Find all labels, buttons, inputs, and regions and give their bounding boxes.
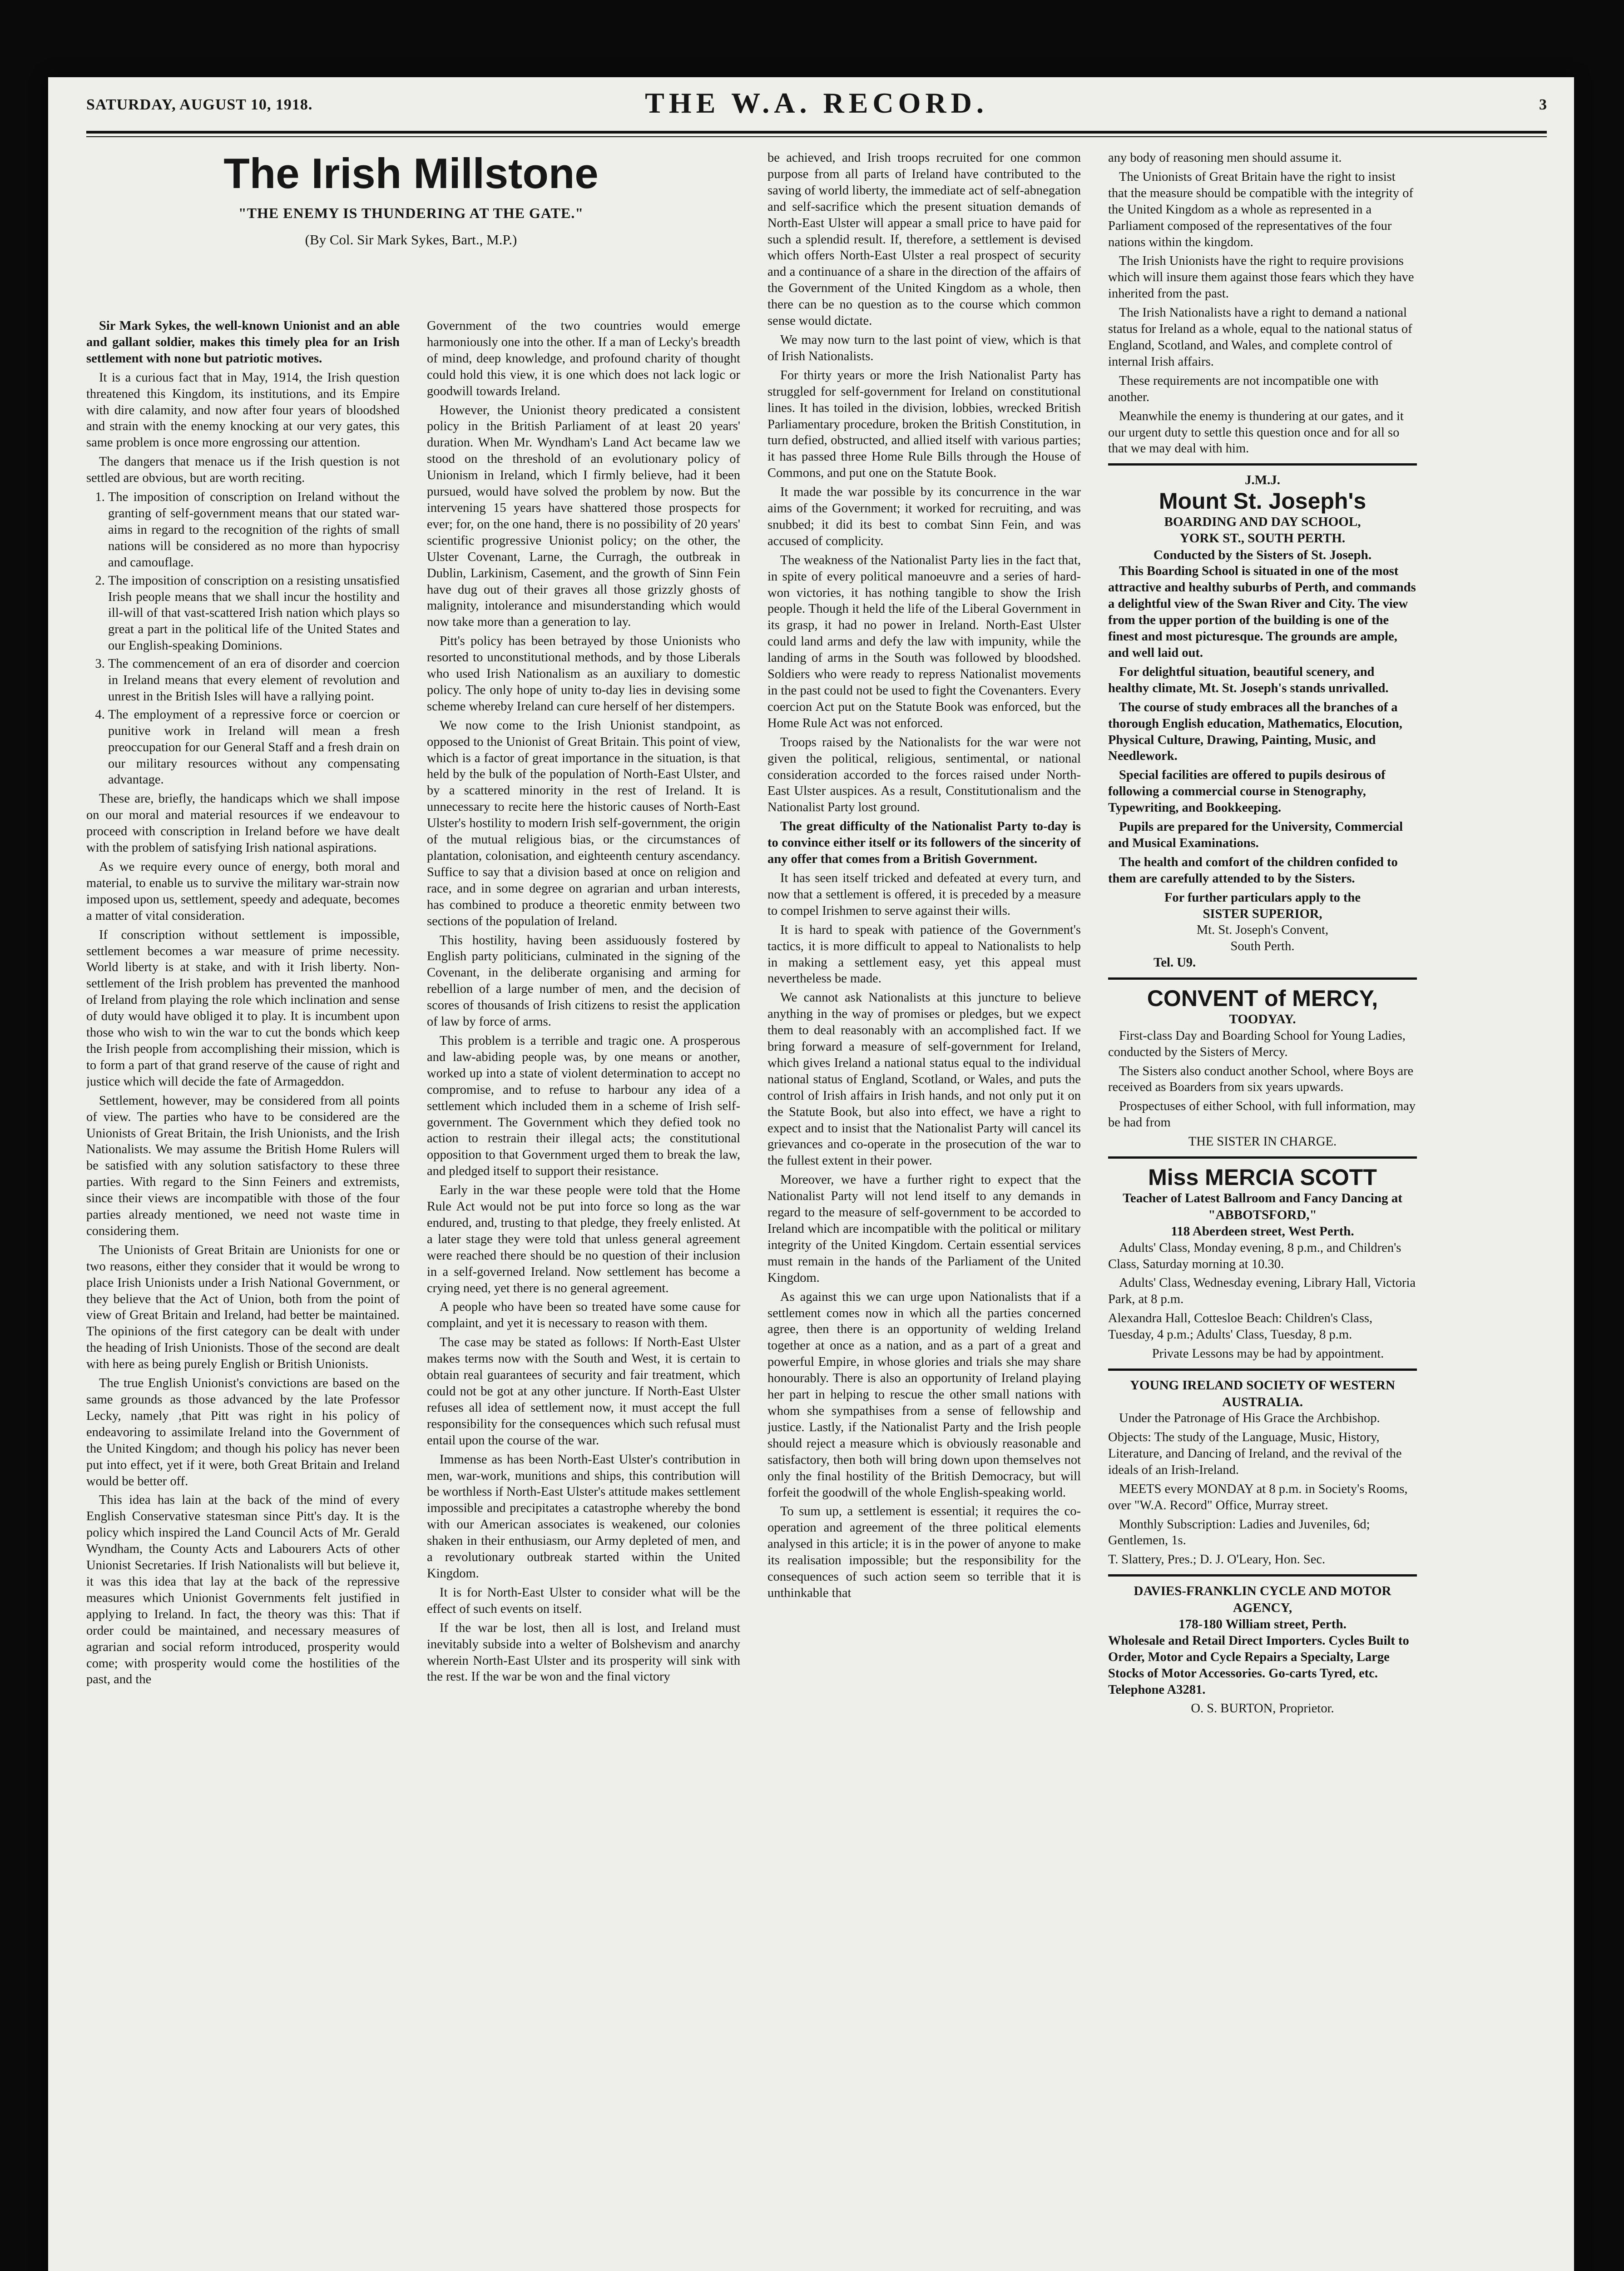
newspaper-title: THE W.A. RECORD. [645,87,988,119]
article-byline: (By Col. Sir Mark Sykes, Bart., M.P.) [305,232,517,248]
paragraph: It is hard to speak with patience of the Government's tactics, it is more difficult to appeal to Nationalists to help in making a settlement easy, yet this appeal must nevertheless be made. [767,922,1081,986]
ad-telephone: Tel. U9. [1154,956,1196,970]
ad-paragraph: T. Slattery, Pres.; D. J. O'Leary, Hon. Sec. [1108,1552,1326,1567]
article-headline: The Irish Millstone [223,149,599,197]
article-column-4 [1108,150,1417,2212]
paragraph: For thirty years or more the Irish Nationalist Party has struggled for self-government for Ireland on constitutional lines. It has toiled in the division, lobbies, wrecked British Parliamentary procedure, broken the British Constitution, in turn defied, obstructed, and allied itself with various parties; it has passed three Home Rule Bills through the House of Commons, and put one on the Statute Book. [767,368,1081,481]
paragraph: As against this we can urge upon Nationalists that if a settlement comes now in which all the parties concerned agree, then there is an opportunity of welding Ireland together at once as a nation, and as a part of a great and powerful Empire, in whose glories and trials she may share honourably. There is also an opportunity of Ireland playing her part in helping to rescue the other small nations with whom she sympathises from a sense of fellowship and justice. Lastly, if the Nationalist Party and the Irish people should reject a measure which is obviously reasonable and satisfactory, then both will bring down upon themselves not only the final hostility of the British Democracy, but will forfeit the goodwill of the whole English-speaking world. [767,1289,1081,1500]
ad-paragraph: Adults' Class, Wednesday evening, Library Hall, Victoria Park, at 8 p.m. [1108,1276,1416,1307]
article-headline-block [86,150,736,248]
paragraph: This problem is a terrible and tragic one. A prosperous and law-abiding people was, by one means or another, worked up into a state of violent determination to accept no compromise, and to refuse to harbour any idea of a settlement which included them in a scheme of Irish self-government. The Government which they defied took no action to restrain their illegal acts; the constitutional opposition to that Government urged them to break the law, and pledged itself to support their resistance. [427,1033,740,1179]
ad-divider [1108,977,1417,980]
ad-mount-st-joseph [1108,472,1417,971]
paragraph: Pitt's policy has been betrayed by those Unionists who resorted to unconstitutional methods, and by those Liberals who used Irish Nationalism as an auxiliary to domestic policy. The only hope of unity to-day lies in devising some scheme whereby Ireland can cure herself of her distempers. [427,634,740,714]
paragraph: It is a curious fact that in May, 1914, the Irish question threatened this Kingdom, its institutions, and its Empire with dire calamity, and now after four years of bloodshed and strain with the enemy knocking at our very gates, this same problem is once more engrossing our attention. [86,370,400,450]
paragraph: The Unionists of Great Britain have the right to insist that the measure should be compatible with the integrity of the United Kingdom as a whole as represented in a Parliament composed of the representatives of the four nations within the kingdom. [1108,169,1413,249]
article-column-1 [86,318,400,2212]
ad-davies-franklin [1108,1583,1417,1717]
ad-paragraph: Pupils are prepared for the University, Commercial and Musical Examinations. [1108,820,1403,850]
ad-contact: THE SISTER IN CHARGE. [1188,1135,1337,1149]
paragraph: The Irish Nationalists have a right to demand a national status for Ireland as a whole, equal to the national status of England, Scotland, and Wales, and complete control of internal Irish affairs. [1108,306,1412,369]
masthead-rule [86,131,1547,134]
ad-title: Miss MERCIA SCOTT [1148,1165,1377,1190]
ad-divider [1108,1156,1417,1159]
paragraph: The true English Unionist's convictions are based on the same grounds as those advanced by the late Professor Lecky, namely ,that Pitt was right in his policy of endeavoring to assimilate Ireland into the Government of the United Kingdom; and though his policy has never been put into effect, yet if it were, both Great Britain and Ireland would be better off. [86,1376,400,1488]
paragraph: Meanwhile the enemy is thundering at our gates, and it our urgent duty to settle this question once and for all so that we may deal with him. [1108,409,1404,456]
paragraph: We may now turn to the last point of view, which is that of Irish Nationalists. [767,332,1081,363]
paragraph: It has seen itself tricked and defeated at every turn, and now that a settlement is offered, it is preceded by a measure to compel Irishmen to serve against their wills. [767,871,1081,918]
ad-subtitle: YORK ST., SOUTH PERTH. [1179,531,1346,546]
ad-paragraph: Private Lessons may be had by appointment. [1152,1347,1384,1361]
paragraph: The weakness of the Nationalist Party lies in the fact that, in spite of every political manoeuvre and a series of hard-won victories, it has nothing tangible to show the Irish people. Though it held the life of the Liberal Government in its grasp, it had no power in Ireland. North-East Ulster could land arms and defy the law with impunity, while the landing of arms in the South was followed by bloodshed. Soldiers who were ready to repress Nationalist movements in the past could not be used to fight the Covenanters. Every coercion Act put on the Statute Book was enforced, but the Home Rule Act was not enforced. [767,553,1081,730]
ad-paragraph: The health and comfort of the children confided to them are carefully attended to by the Sisters. [1108,855,1398,886]
list-item: 3. The commencement of an era of disorder and coercion in Ireland means that every element of revolution and unrest in the British Isles will have a rallying point. [108,656,400,705]
paragraph: Immense as has been North-East Ulster's contribution in men, war-work, munitions and ships, this contribution will be worthless if North-East Ulster's attitude makes settlement impossible and precipitates a catastrophe whereby the bond with our American associates is weakened, our colonies shaken in their enthusiasm, our Army depleted of men, and a revolutionary outbreak started within the United Kingdom. [427,1452,740,1581]
ad-paragraph: Under the Patronage of His Grace the Archbishop. [1119,1411,1380,1426]
ad-paragraph: Prospectuses of either School, with full information, may be had from [1108,1099,1416,1130]
ad-divider [1108,463,1417,466]
paragraph: It is for North-East Ulster to consider what will be the effect of such events on itself. [427,1585,740,1616]
paragraph: The Irish Unionists have the right to require provisions which will insure them against those fears which they have inherited from the past. [1108,254,1414,301]
paragraph: be achieved, and Irish troops recruited for one common purpose from all parts of Ireland have contributed to the saving of world liberty, the immediate act of self-abnegation and self-sacrifice which the present situation demands of North-East Ulster will appear a small price to have paid for such a splendid result. If, therefore, a settlement is devised which offers North-East Ulster a real prospect of security and a continuance of a share in the direction of the affairs of the Government of the United Kingdom as a whole, then there can be no question as to the course which common sense would dictate. [767,151,1081,328]
dangers-list [86,489,400,788]
ad-paragraph: Special facilities are offered to pupils desirous of following a commercial course in Stenography, Typewriting, and Bookkeeping. [1108,768,1386,815]
ad-contact: SISTER SUPERIOR, [1203,907,1322,921]
paragraph: Moreover, we have a further right to expect that the Nationalist Party will not lend itself to any demands in regard to the measure of self-government to be accorded to Ireland which are incompatible with the political or military integrity of the United Kingdom. Certain essential services must remain in the hands of the Parliament of the United Kingdom. [767,1173,1081,1285]
ad-paragraph: The Sisters also conduct another School, where Boys are received as Boarders from six years upwards. [1108,1064,1414,1095]
ad-paragraph: Wholesale and Retail Direct Importers. Cycles Built to Order, Motor and Cycle Repairs a Specialty, Large Stocks of Motor Accessories. Go-carts Tyred, etc. Telephone A3281. [1108,1633,1409,1697]
ad-address: 118 Aberdeen street, West Perth. [1171,1224,1354,1239]
ad-address: South Perth. [1230,939,1295,954]
paragraph: Early in the war these people were told that the Home Rule Act would not be put into force so long as the war endured, and, trusting to that pledge, they freely enlisted. At a later stage they were told that unless general agreement were reached there should be no question of their inclusion in a self-governed Ireland. Now settlement has become a crying need, yet there is no general agreement. [427,1183,740,1295]
paragraph: To sum up, a settlement is essential; it requires the co-operation and agreement of the three political elements analysed in this article; it is in the power of anyone to make its realisation impossible; but the responsibility for the consequences of such action seem so terrible that it is unthinkable that [767,1504,1081,1600]
article-column-3 [767,150,1081,2212]
ad-paragraph: Objects: The study of the Language, Music, History, Literature, and Dancing of Ireland, and the revival of the ideals of an Irish-Ireland. [1108,1430,1402,1477]
ad-paragraph: Monthly Subscription: Ladies and Juveniles, 6d; Gentlemen, 1s. [1108,1517,1370,1548]
paragraph: The Unionists of Great Britain are Unionists for one or two reasons, either they consider that it would be wrong to place Irish Unionists under a Irish National Government, or they believe that the Act of Union, both from the point of view of Great Britain and Ireland, had better be maintained. The opinions of the first category can be dealt with under the heading of Irish Unionists. Those of the second are dealt with here as being purely English or British Unionists. [86,1243,400,1372]
paragraph: It made the war possible by its concurrence in the war aims of the Government; it worked for recruiting, and was snubbed; it did its best to combat Sinn Fein, and was accused of complicity. [767,485,1081,548]
paragraph: These requirements are not incompatible one with another. [1108,373,1379,404]
paragraph: any body of reasoning men should assume it. [1108,151,1342,165]
ad-title: DAVIES-FRANKLIN CYCLE AND MOTOR AGENCY, [1134,1584,1391,1615]
paragraph: Government of the two countries would emerge harmoniously one into the other. If a man of Lecky's breadth of mind, deep knowledge, and profound charity of thought could hold this view, it is one which does not lack logic or goodwill towards Ireland. [427,319,740,398]
paragraph: The dangers that menace us if the Irish question is not settled are obvious, but are worth reciting. [86,455,400,486]
ad-mark: J.M.J. [1244,473,1281,488]
ad-divider [1108,1369,1417,1371]
article-subhead: "THE ENEMY IS THUNDERING AT THE GATE." [238,205,584,222]
ad-subtitle: TOODYAY. [1229,1012,1296,1027]
paragraph: A people who have been so treated have some cause for complaint, and yet it is necessary to reason with them. [427,1300,740,1331]
ad-mercia-scott [1108,1165,1417,1362]
ad-venue: "ABBOTSFORD," [1208,1207,1317,1222]
ad-paragraph: This Boarding School is situated in one of the most attractive and healthy suburbs of Perth, and commands a delightful view of the Swan River and City. The view from the upper portion of the building is one of the finest and most picturesque. The grounds are ample, and well laid out. [1108,564,1416,660]
paragraph: As we require every ounce of energy, both moral and material, to enable us to survive the military war-strain now imposed upon us, settlement, speedy and adequate, becomes a matter of vital consideration. [86,860,400,923]
list-item: 2. The imposition of conscription on a resisting unsatisfied Irish people means that we shall incur the hostility and ill-will of that vast-scattered Irish nation which plays so great a part in the political life of the United States and our English-speaking Dominions. [108,573,400,655]
ad-paragraph: Alexandra Hall, Cottesloe Beach: Children's Class, Tuesday, 4 p.m.; Adults' Class, Tuesday, 8 p.m. [1108,1311,1373,1342]
ad-subtitle: BOARDING AND DAY SCHOOL, [1164,514,1361,529]
ad-title: YOUNG IRELAND SOCIETY OF WESTERN AUSTRALIA. [1130,1378,1395,1409]
ad-divider [1108,1574,1417,1577]
ad-paragraph: First-class Day and Boarding School for Young Ladies, conducted by the Sisters of Mercy. [1108,1028,1406,1059]
ad-subtitle: Conducted by the Sisters of St. Joseph. [1153,547,1372,562]
ad-address: Mt. St. Joseph's Convent, [1196,923,1329,937]
masthead [86,86,1547,127]
list-item: 4. The employment of a repressive force or coercion or punitive work in Ireland will mean a fresh preoccupation for our General Staff and a fresh drain on our military resources without any compensating advantage. [108,707,400,788]
issue-date: SATURDAY, AUGUST 10, 1918. [86,96,313,113]
paragraph: However, the Unionist theory predicated a consistent policy in the British Parliament of at least 20 years' duration. When Mr. Wyndham's Land Act became law we stood on the threshold of an evolutionary policy of Unionism in Ireland, which I firmly believe, had it been pursued, would have solved the problem by now. But the intervening 15 years have shattered those prospects for ever; for, on the one hand, there is no possibility of 20 years' scientific progressive Unionist policy; on the other, the Ulster Covenant, Larne, the Curragh, the outbreak in Dublin, Larkinism, Casement, and the growth of Sinn Fein have dug out of their graves all those grizzly ghosts of malignity, intolerance and misunderstanding which would now take more than a generation to lay. [427,403,740,630]
article-column-2 [427,318,740,2212]
paragraph: If conscription without settlement is impossible, settlement becomes a war measure of prime necessity. World liberty is at stake, and with it Irish liberty. Non-settlement of the Irish problem has prevented the manhood of Ireland from playing the role which inclination and sense of duty would have obliged it to play. It is incumbent upon those who wish to win the war to cut the bonds which keep the Irish people from accomplishing their mission, which is to form a part of that grand reserve of the cause of right and justice which will decide the fate of Armageddon. [86,927,400,1089]
ad-paragraph: MEETS every MONDAY at 8 p.m. in Society's Rooms, over "W.A. Record" Office, Murray street. [1108,1482,1408,1512]
ad-convent-of-mercy [1108,986,1417,1150]
ad-young-ireland-society [1108,1377,1417,1568]
paragraph: Settlement, however, may be considered from all points of view. The parties who have to be considered are the Unionists of Great Britain, the Irish Unionists, and the Irish Nationalists. We may assume the British Home Rulers will be satisfied with any solution satisfactory to these three parties. With regard to the Sinn Feiners and extremists, since their views are incompatible with those of the four parties already mentioned, we need not waste time in considering them. [86,1093,400,1238]
ad-title: CONVENT of MERCY, [1147,986,1378,1012]
ad-proprietor: O. S. BURTON, Proprietor. [1191,1701,1334,1716]
paragraph: Troops raised by the Nationalists for the war were not given the political, religious, sentimental, or national consideration accorded to the forces raised under North-East Ulster auspices. As a result, Constitutionalism and the Nationalist Party lost ground. [767,735,1081,815]
ad-apply: For further particulars apply to the [1164,890,1361,905]
ad-title: Mount St. Joseph's [1159,488,1367,514]
ad-paragraph: The course of study embraces all the branches of a thorough English education, Mathematics, Elocution, Physical Culture, Drawing, Painting, Music, and Needlework. [1108,700,1402,764]
ad-subtitle: Teacher of Latest Ballroom and Fancy Dancing at [1123,1191,1402,1206]
ad-paragraph: Adults' Class, Monday evening, 8 p.m., and Children's Class, Saturday morning at 10.30. [1108,1240,1401,1271]
masthead-rule-thin [86,136,1547,137]
list-item: 1. The imposition of conscription on Ireland without the granting of self-government means that our stated war-aims in regard to the recognition of the rights of small nations will be considered as no more than hypocrisy and camouflage. [108,489,400,571]
article-lead: Sir Mark Sykes, the well-known Unionist and an able and gallant soldier, makes this timely plea for an Irish settlement with none but patriotic motives. [86,319,400,366]
paragraph-bold: The great difficulty of the Nationalist Party to-day is to convince either itself or its followers of the sincerity of any offer that comes from a British Government. [767,819,1081,867]
ad-paragraph: For delightful situation, beautiful scenery, and healthy climate, Mt. St. Joseph's stands unrivalled. [1108,664,1389,695]
paragraph: This hostility, having been assiduously fostered by English party politicians, culminated in the signing of the Covenant, in the deliberate organising and arming for rebellion of a large number of men, and the decision of scores of thousands of Irish citizens to resist the application of law by force of arms. [427,933,740,1029]
paragraph: We cannot ask Nationalists at this juncture to believe anything in the way of promises or pledges, but we expect them to deal reasonably with an accomplished fact. If we bring forward a measure of self-government for Ireland, which gives Ireland a national status equal to the individual national status of England, Scotland, or Wales, and puts the control of Irish affairs in Irish hands, and not only put it on the Statute Book, but also into effect, we have a right to expect and to insist that the Nationalist Party will cancel its grievances and co-operate in the prosecution of the war to the fullest extent in their power. [767,991,1081,1168]
page-number: 3 [1539,96,1547,113]
paragraph: This idea has lain at the back of the mind of every English Conservative statesman since Pitt's day. It is the policy which inspired the Land Council Acts of Mr. Gerald Wyndham, the County Acts and Labourers Acts of other Unionist Secretaries. If Irish Nationalists will but believe it, it was this idea that lay at the back of the repressive measures which Unionist Governments felt justified in applying to Ireland. In fact, the theory was this: That if order could be maintained, and necessary measures of agrarian and social reform introduced, prosperity would come; with prosperity would come the hostilities of the past, and the [86,1493,400,1687]
paragraph: We now come to the Irish Unionist standpoint, as opposed to the Unionist of Great Britain. This point of view, which is a factor of great importance in the situation, is that held by the bulk of the population of North-East Ulster, and by a scattered minority in the rest of Ireland. It is unnecessary to recite here the historic causes of North-East Ulster's hostility to modern Irish self-government, the origin of the mutual religious bias, or the circumstances of plantation, colonisation, and eighteenth century ascendancy. Suffice to say that a division based at once on religion and race, and in some degree on agrarian and urban interests, has combined to produce a theoretic enmity between two sections of the population of Ireland. [427,718,740,928]
ad-address: 178-180 William street, Perth. [1178,1617,1347,1632]
paragraph: The case may be stated as follows: If North-East Ulster makes terms now with the South and West, it is certain to obtain real guarantees of security and fair treatment, which could not be got at any other juncture. If North-East Ulster refuses all idea of settlement now, it must accept the full responsibility for the consequences which such refusal must entail upon the course of the war. [427,1335,740,1448]
paragraph: These are, briefly, the handicaps which we shall impose on our moral and material resources if we endeavour to proceed with conscription in Ireland before we have dealt with the problem of satisfying Irish national aspirations. [86,792,400,855]
paragraph: If the war be lost, then all is lost, and Ireland must inevitably subside into a welter of Bolshevism and anarchy wherein North-East Ulster and its prosperity will sink with the rest. If the war be won and the final victory [427,1621,740,1684]
